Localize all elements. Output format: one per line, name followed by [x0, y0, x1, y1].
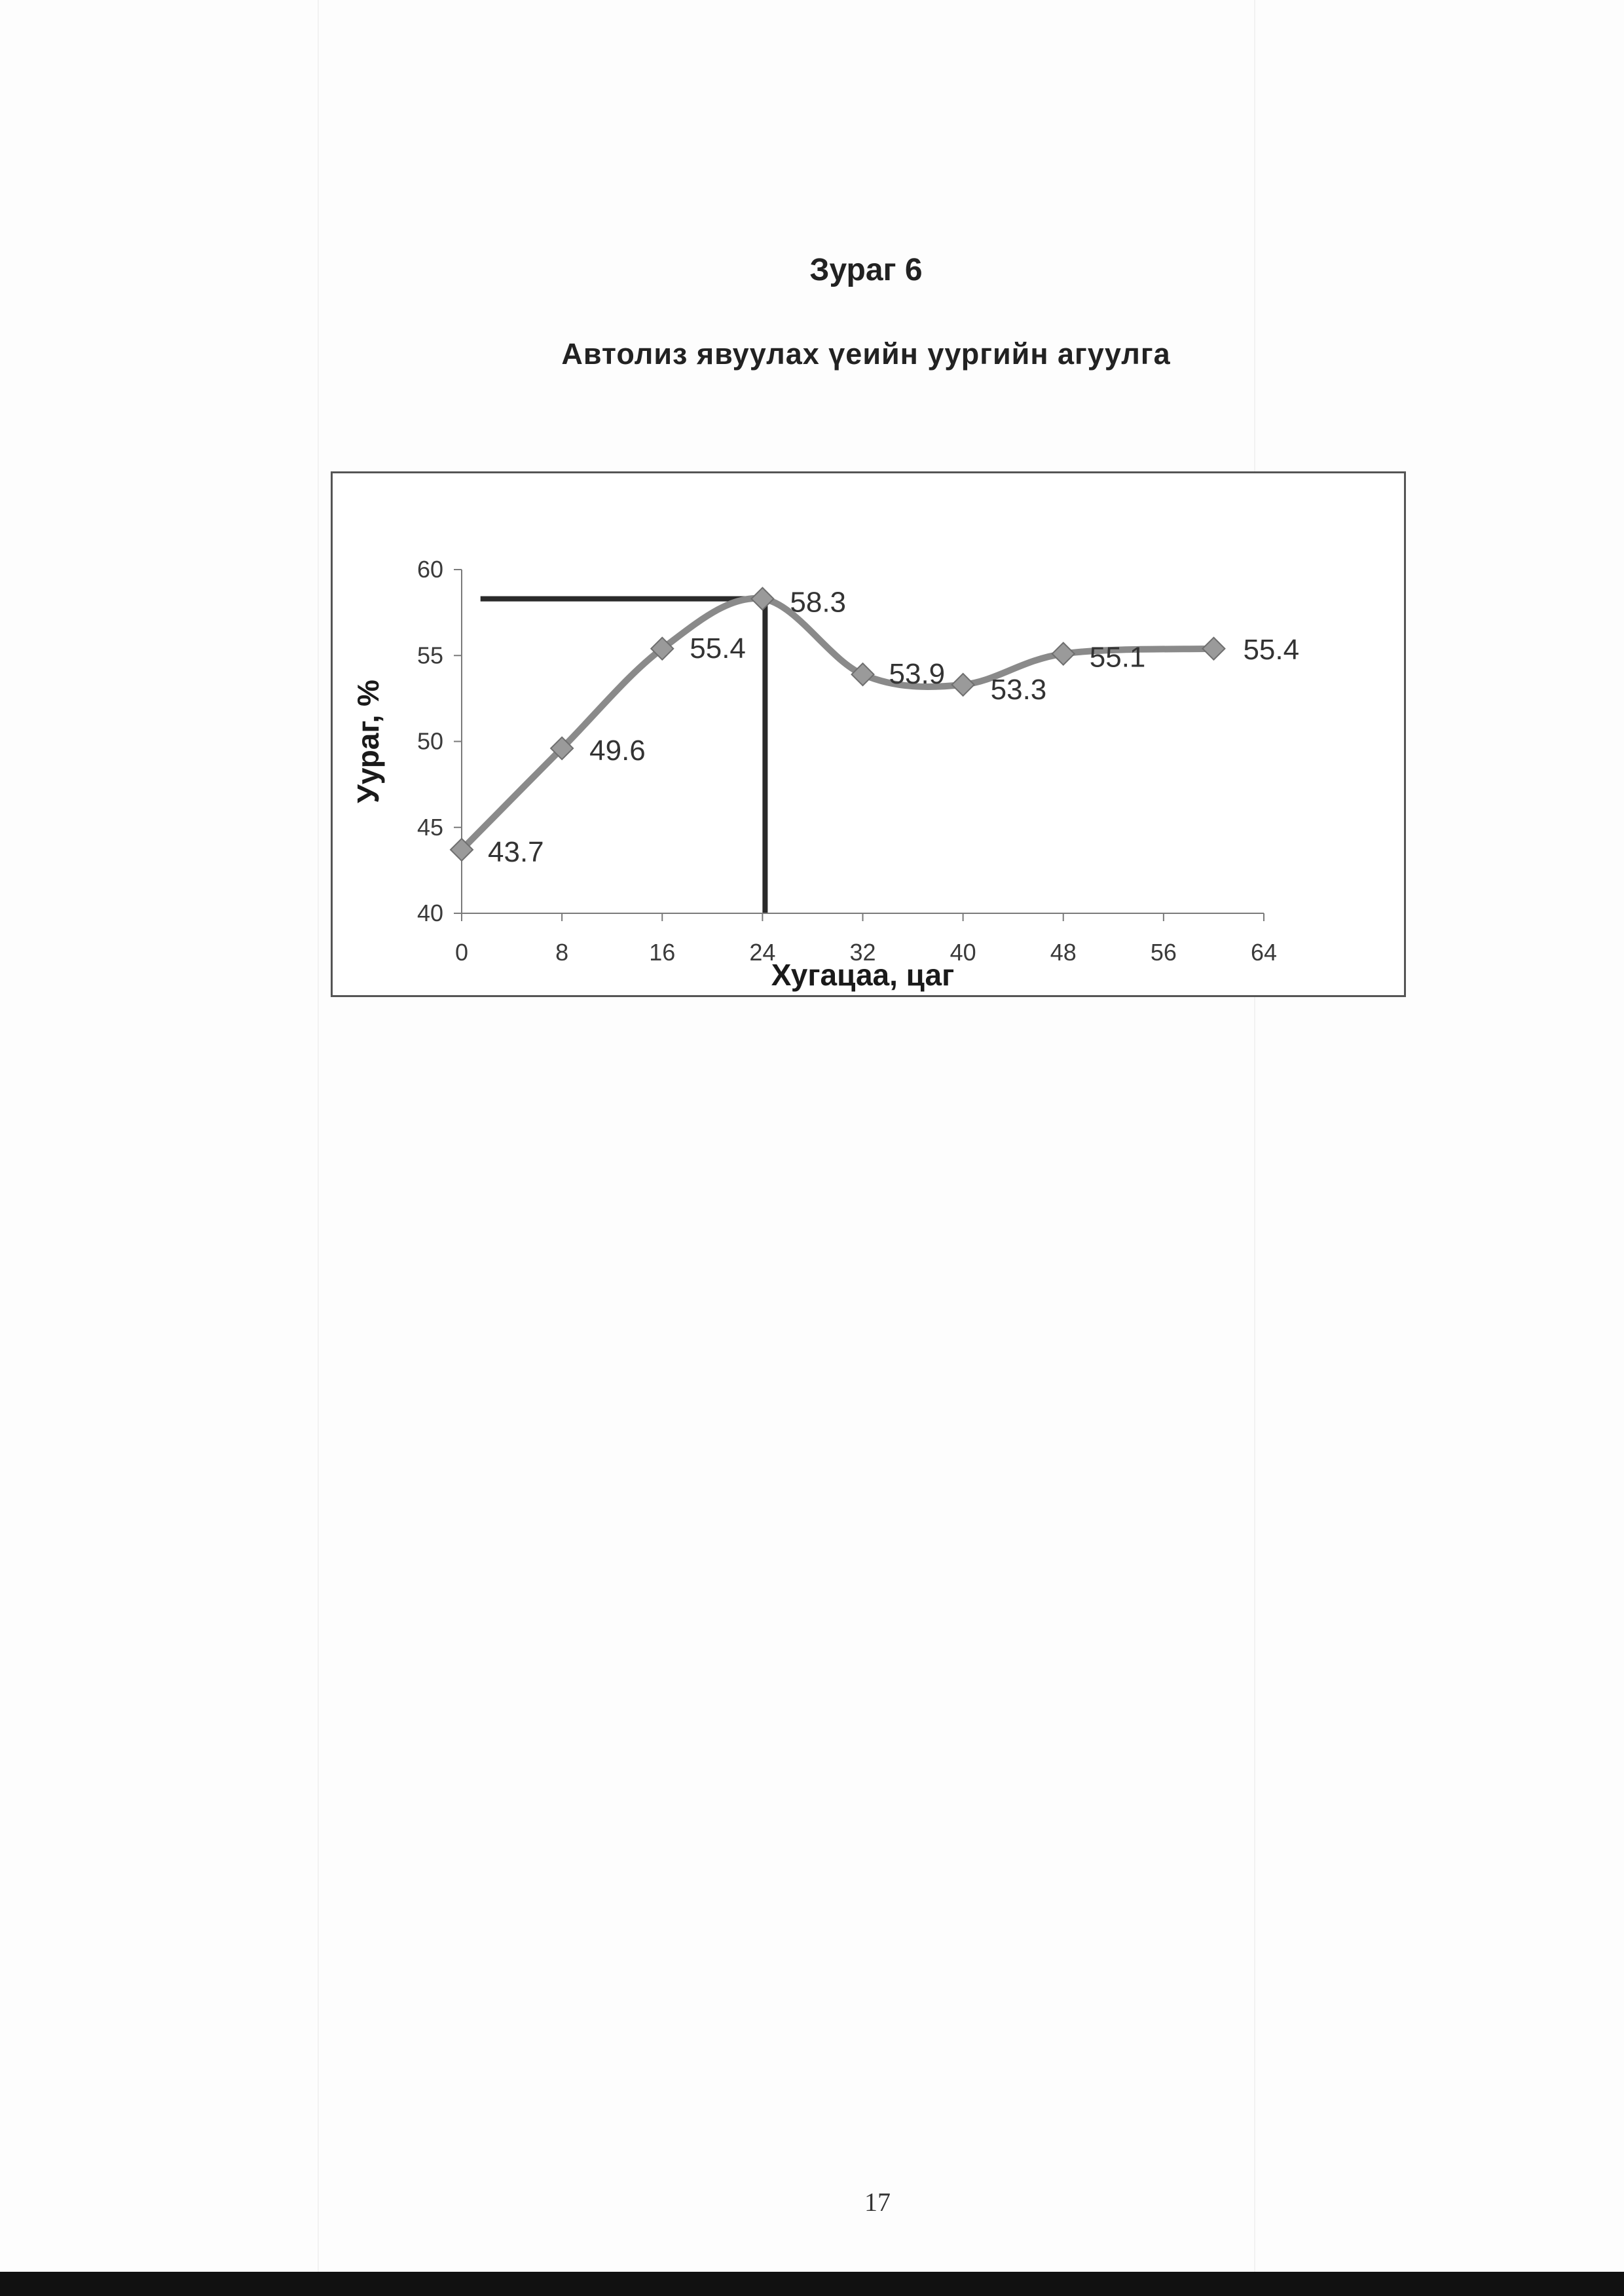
- x-tick-label: 0: [454, 939, 469, 966]
- x-tick-label: 16: [649, 939, 676, 966]
- page-number: 17: [864, 2187, 891, 2217]
- x-tick-label: 8: [555, 939, 569, 966]
- data-point-marker: [1202, 638, 1225, 660]
- data-labels: [488, 587, 1299, 868]
- data-label: 58.3: [790, 586, 847, 619]
- figure-subtitle: Автолиз явуулах үеийн уургийн агуулга: [561, 337, 1171, 371]
- data-label: 49.6: [589, 735, 646, 767]
- data-point-marker: [952, 674, 974, 696]
- data-label: 55.4: [1243, 633, 1300, 666]
- series-line: [462, 598, 1213, 850]
- y-tick-label: 40: [416, 900, 443, 926]
- scan-bottom-edge: [0, 2272, 1624, 2296]
- y-tick-label: 45: [416, 813, 443, 841]
- data-label: 55.1: [1089, 641, 1146, 674]
- data-label: 43.7: [488, 835, 544, 868]
- x-tick-label: 64: [1250, 939, 1278, 966]
- data-label: 53.3: [990, 673, 1047, 706]
- x-tick-label: 56: [1150, 939, 1177, 966]
- x-axis-title: Хугацаа, цаг: [771, 958, 955, 992]
- data-point-marker: [751, 588, 773, 610]
- data-label: 55.4: [690, 632, 746, 665]
- figure-label: Зураг 6: [809, 253, 923, 287]
- series-group: [451, 588, 1225, 861]
- data-point-marker: [1052, 643, 1075, 665]
- y-tick-label: 50: [416, 727, 443, 755]
- y-tick-label: 55: [416, 642, 443, 669]
- x-tick-label: 24: [749, 939, 776, 966]
- x-tick-label: 48: [1050, 939, 1077, 966]
- chart-svg: [333, 473, 1404, 995]
- y-tick-label: 60: [416, 556, 443, 583]
- x-tick-label: 32: [849, 939, 876, 966]
- y-axis-title: Уураг, %: [351, 680, 385, 803]
- chart-frame: [331, 471, 1406, 997]
- data-label: 53.9: [889, 658, 946, 691]
- x-tick-label: 40: [950, 939, 976, 966]
